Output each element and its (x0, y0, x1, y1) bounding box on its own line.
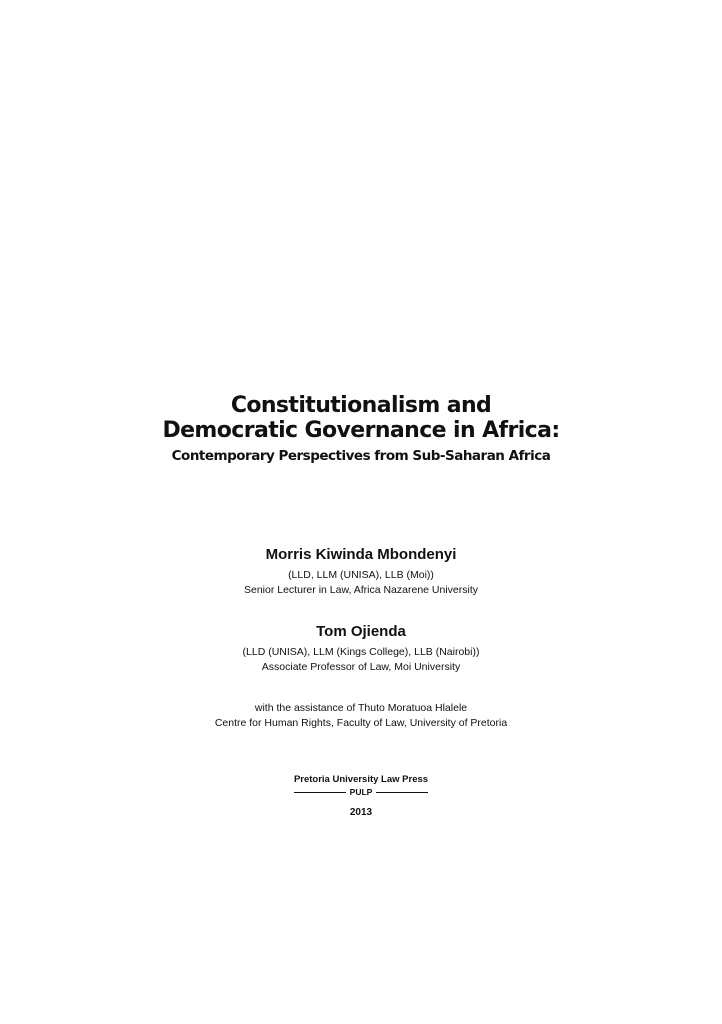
book-title-line-2: Democratic Governance in Africa: (162, 418, 560, 443)
author-1-name: Morris Kiwinda Mbondenyi (265, 546, 457, 563)
author-1-position: Senior Lecturer in Law, Africa Nazarene University (243, 584, 479, 596)
author-2-name: Tom Ojienda (316, 623, 406, 640)
book-subtitle: Contemporary Perspectives from Sub-Saharan Africa (171, 448, 551, 464)
publisher-name: Pretoria University Law Press (293, 774, 429, 785)
publisher-imprint (0, 786, 722, 798)
imprint-rule-right (376, 792, 428, 793)
book-title-line-1: Constitutionalism and (230, 393, 492, 418)
author-2-qualifications: (LLD (UNISA), LLM (Kings College), LLB (Nairobi)) (242, 646, 480, 658)
imprint-rule-left (294, 792, 346, 793)
author-1-qualifications: (LLD, LLM (UNISA), LLB (Moi)) (288, 569, 434, 581)
author-2-position: Associate Professor of Law, Moi University (261, 661, 461, 673)
assistance-affiliation: Centre for Human Rights, Faculty of Law, University of Pretoria (214, 717, 508, 729)
publication-year: 2013 (349, 807, 373, 818)
assistance-line: with the assistance of Thuto Moratuoa Hlalele (254, 702, 468, 714)
publisher-abbreviation: PULP (349, 787, 373, 797)
